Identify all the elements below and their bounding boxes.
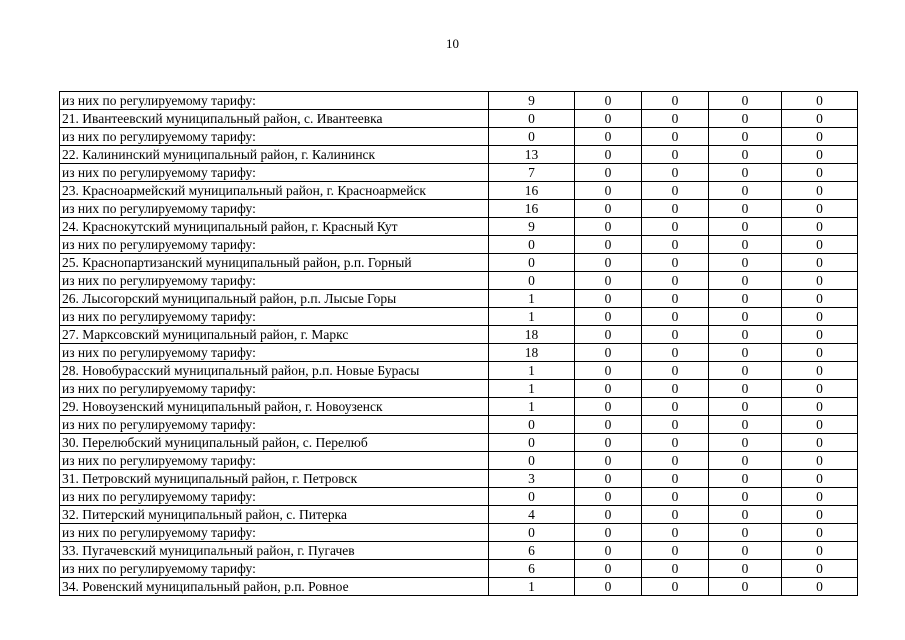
value-cell-1: 16 [489,182,575,200]
value-cell-3: 0 [642,434,709,452]
value-cell-5: 0 [782,272,858,290]
table-row [60,164,858,182]
row-label-cell: 23. Красноармейский муниципальный район, г. Красноармейск [60,182,489,200]
table-row [60,506,858,524]
row-label-cell: из них по регулируемому тарифу: [60,200,489,218]
row-label-cell: из них по регулируемому тарифу: [60,164,489,182]
value-cell-4: 0 [709,524,782,542]
row-label-cell: из них по регулируемому тарифу: [60,344,489,362]
value-cell-5: 0 [782,506,858,524]
table-row [60,362,858,380]
value-cell-3: 0 [642,362,709,380]
value-cell-1: 0 [489,524,575,542]
value-cell-5: 0 [782,380,858,398]
value-cell-1: 0 [489,236,575,254]
value-cell-2: 0 [575,326,642,344]
value-cell-2: 0 [575,416,642,434]
table-body [60,92,858,596]
table-row [60,272,858,290]
value-cell-3: 0 [642,326,709,344]
value-cell-2: 0 [575,560,642,578]
value-cell-2: 0 [575,164,642,182]
value-cell-5: 0 [782,182,858,200]
row-label-cell: из них по регулируемому тарифу: [60,560,489,578]
data-table [59,91,858,596]
value-cell-4: 0 [709,182,782,200]
value-cell-1: 0 [489,416,575,434]
value-cell-1: 1 [489,398,575,416]
value-cell-1: 0 [489,128,575,146]
value-cell-4: 0 [709,164,782,182]
value-cell-3: 0 [642,164,709,182]
value-cell-2: 0 [575,398,642,416]
value-cell-2: 0 [575,92,642,110]
value-cell-2: 0 [575,380,642,398]
row-label-cell: 34. Ровенский муниципальный район, р.п. Ровное [60,578,489,596]
table-row [60,470,858,488]
value-cell-2: 0 [575,218,642,236]
row-label-cell: 22. Калининский муниципальный район, г. Калининск [60,146,489,164]
value-cell-5: 0 [782,488,858,506]
value-cell-4: 0 [709,236,782,254]
value-cell-1: 1 [489,308,575,326]
value-cell-5: 0 [782,362,858,380]
value-cell-2: 0 [575,452,642,470]
value-cell-4: 0 [709,92,782,110]
table-row [60,146,858,164]
value-cell-5: 0 [782,542,858,560]
value-cell-2: 0 [575,236,642,254]
row-label-cell: 29. Новоузенский муниципальный район, г. Новоузенск [60,398,489,416]
value-cell-1: 1 [489,290,575,308]
table-row [60,542,858,560]
value-cell-3: 0 [642,542,709,560]
value-cell-4: 0 [709,506,782,524]
value-cell-1: 0 [489,254,575,272]
table-row [60,452,858,470]
table-row [60,110,858,128]
row-label-cell: из них по регулируемому тарифу: [60,92,489,110]
value-cell-4: 0 [709,380,782,398]
page-number: 10 [446,36,459,51]
row-label-cell: из них по регулируемому тарифу: [60,272,489,290]
table-row [60,344,858,362]
value-cell-5: 0 [782,218,858,236]
table-row [60,236,858,254]
value-cell-5: 0 [782,326,858,344]
value-cell-3: 0 [642,578,709,596]
value-cell-4: 0 [709,416,782,434]
table-row [60,218,858,236]
row-label-cell: из них по регулируемому тарифу: [60,128,489,146]
row-label-cell: 25. Краснопартизанский муниципальный район, р.п. Горный [60,254,489,272]
value-cell-4: 0 [709,110,782,128]
table-row [60,560,858,578]
value-cell-4: 0 [709,200,782,218]
value-cell-2: 0 [575,578,642,596]
value-cell-2: 0 [575,470,642,488]
value-cell-3: 0 [642,398,709,416]
value-cell-2: 0 [575,344,642,362]
value-cell-2: 0 [575,506,642,524]
value-cell-1: 7 [489,164,575,182]
value-cell-5: 0 [782,470,858,488]
table-row [60,308,858,326]
row-label-cell: из них по регулируемому тарифу: [60,488,489,506]
value-cell-5: 0 [782,560,858,578]
value-cell-4: 0 [709,254,782,272]
value-cell-4: 0 [709,452,782,470]
value-cell-1: 1 [489,578,575,596]
table-row [60,380,858,398]
value-cell-1: 9 [489,218,575,236]
value-cell-1: 0 [489,434,575,452]
value-cell-3: 0 [642,380,709,398]
table-row [60,578,858,596]
value-cell-4: 0 [709,362,782,380]
table-row [60,398,858,416]
value-cell-4: 0 [709,290,782,308]
value-cell-3: 0 [642,128,709,146]
value-cell-1: 0 [489,488,575,506]
value-cell-2: 0 [575,110,642,128]
value-cell-5: 0 [782,452,858,470]
row-label-cell: из них по регулируемому тарифу: [60,380,489,398]
value-cell-1: 4 [489,506,575,524]
value-cell-5: 0 [782,344,858,362]
value-cell-5: 0 [782,398,858,416]
value-cell-3: 0 [642,92,709,110]
value-cell-5: 0 [782,128,858,146]
value-cell-5: 0 [782,164,858,182]
value-cell-1: 18 [489,344,575,362]
value-cell-3: 0 [642,218,709,236]
table-row [60,524,858,542]
value-cell-2: 0 [575,146,642,164]
value-cell-4: 0 [709,434,782,452]
table-row [60,92,858,110]
row-label-cell: 21. Ивантеевский муниципальный район, с. Ивантеевка [60,110,489,128]
row-label-cell: 24. Краснокутский муниципальный район, г. Красный Кут [60,218,489,236]
table-row [60,326,858,344]
value-cell-2: 0 [575,200,642,218]
row-label-cell: 26. Лысогорский муниципальный район, р.п. Лысые Горы [60,290,489,308]
row-label-cell: из них по регулируемому тарифу: [60,452,489,470]
value-cell-4: 0 [709,218,782,236]
value-cell-4: 0 [709,542,782,560]
value-cell-4: 0 [709,344,782,362]
value-cell-3: 0 [642,488,709,506]
value-cell-3: 0 [642,524,709,542]
value-cell-3: 0 [642,452,709,470]
value-cell-2: 0 [575,524,642,542]
value-cell-1: 0 [489,452,575,470]
row-label-cell: 28. Новобурасский муниципальный район, р.п. Новые Бурасы [60,362,489,380]
table-row [60,254,858,272]
value-cell-5: 0 [782,146,858,164]
row-label-cell: 30. Перелюбский муниципальный район, с. Перелюб [60,434,489,452]
row-label-cell: из них по регулируемому тарифу: [60,236,489,254]
value-cell-1: 16 [489,200,575,218]
value-cell-3: 0 [642,110,709,128]
value-cell-5: 0 [782,236,858,254]
value-cell-1: 0 [489,110,575,128]
value-cell-2: 0 [575,254,642,272]
value-cell-1: 6 [489,542,575,560]
value-cell-3: 0 [642,290,709,308]
value-cell-4: 0 [709,470,782,488]
value-cell-4: 0 [709,578,782,596]
value-cell-5: 0 [782,254,858,272]
value-cell-2: 0 [575,182,642,200]
value-cell-3: 0 [642,344,709,362]
row-label-cell: из них по регулируемому тарифу: [60,416,489,434]
table-row [60,416,858,434]
table-row [60,488,858,506]
value-cell-3: 0 [642,560,709,578]
table-row [60,434,858,452]
row-label-cell: 27. Марксовский муниципальный район, г. Маркс [60,326,489,344]
value-cell-3: 0 [642,308,709,326]
value-cell-5: 0 [782,110,858,128]
table-row [60,182,858,200]
row-label-cell: 32. Питерский муниципальный район, с. Питерка [60,506,489,524]
row-label-cell: из них по регулируемому тарифу: [60,308,489,326]
value-cell-1: 6 [489,560,575,578]
value-cell-2: 0 [575,290,642,308]
value-cell-4: 0 [709,272,782,290]
row-label-cell: 33. Пугачевский муниципальный район, г. Пугачев [60,542,489,560]
value-cell-2: 0 [575,128,642,146]
table-row [60,290,858,308]
value-cell-3: 0 [642,182,709,200]
value-cell-4: 0 [709,560,782,578]
value-cell-3: 0 [642,272,709,290]
value-cell-1: 18 [489,326,575,344]
value-cell-4: 0 [709,398,782,416]
value-cell-5: 0 [782,416,858,434]
value-cell-4: 0 [709,488,782,506]
row-label-cell: из них по регулируемому тарифу: [60,524,489,542]
value-cell-4: 0 [709,128,782,146]
value-cell-3: 0 [642,200,709,218]
value-cell-1: 9 [489,92,575,110]
value-cell-2: 0 [575,362,642,380]
value-cell-3: 0 [642,416,709,434]
value-cell-5: 0 [782,200,858,218]
value-cell-3: 0 [642,470,709,488]
value-cell-4: 0 [709,146,782,164]
value-cell-2: 0 [575,542,642,560]
value-cell-4: 0 [709,326,782,344]
value-cell-2: 0 [575,272,642,290]
value-cell-4: 0 [709,308,782,326]
value-cell-2: 0 [575,308,642,326]
value-cell-5: 0 [782,434,858,452]
value-cell-5: 0 [782,308,858,326]
value-cell-1: 1 [489,380,575,398]
value-cell-3: 0 [642,254,709,272]
table-row [60,128,858,146]
value-cell-1: 1 [489,362,575,380]
table-row [60,200,858,218]
value-cell-3: 0 [642,146,709,164]
value-cell-3: 0 [642,506,709,524]
value-cell-5: 0 [782,578,858,596]
value-cell-2: 0 [575,488,642,506]
value-cell-3: 0 [642,236,709,254]
value-cell-5: 0 [782,524,858,542]
value-cell-2: 0 [575,434,642,452]
value-cell-5: 0 [782,92,858,110]
value-cell-1: 0 [489,272,575,290]
value-cell-1: 13 [489,146,575,164]
value-cell-5: 0 [782,290,858,308]
value-cell-1: 3 [489,470,575,488]
row-label-cell: 31. Петровский муниципальный район, г. Петровск [60,470,489,488]
